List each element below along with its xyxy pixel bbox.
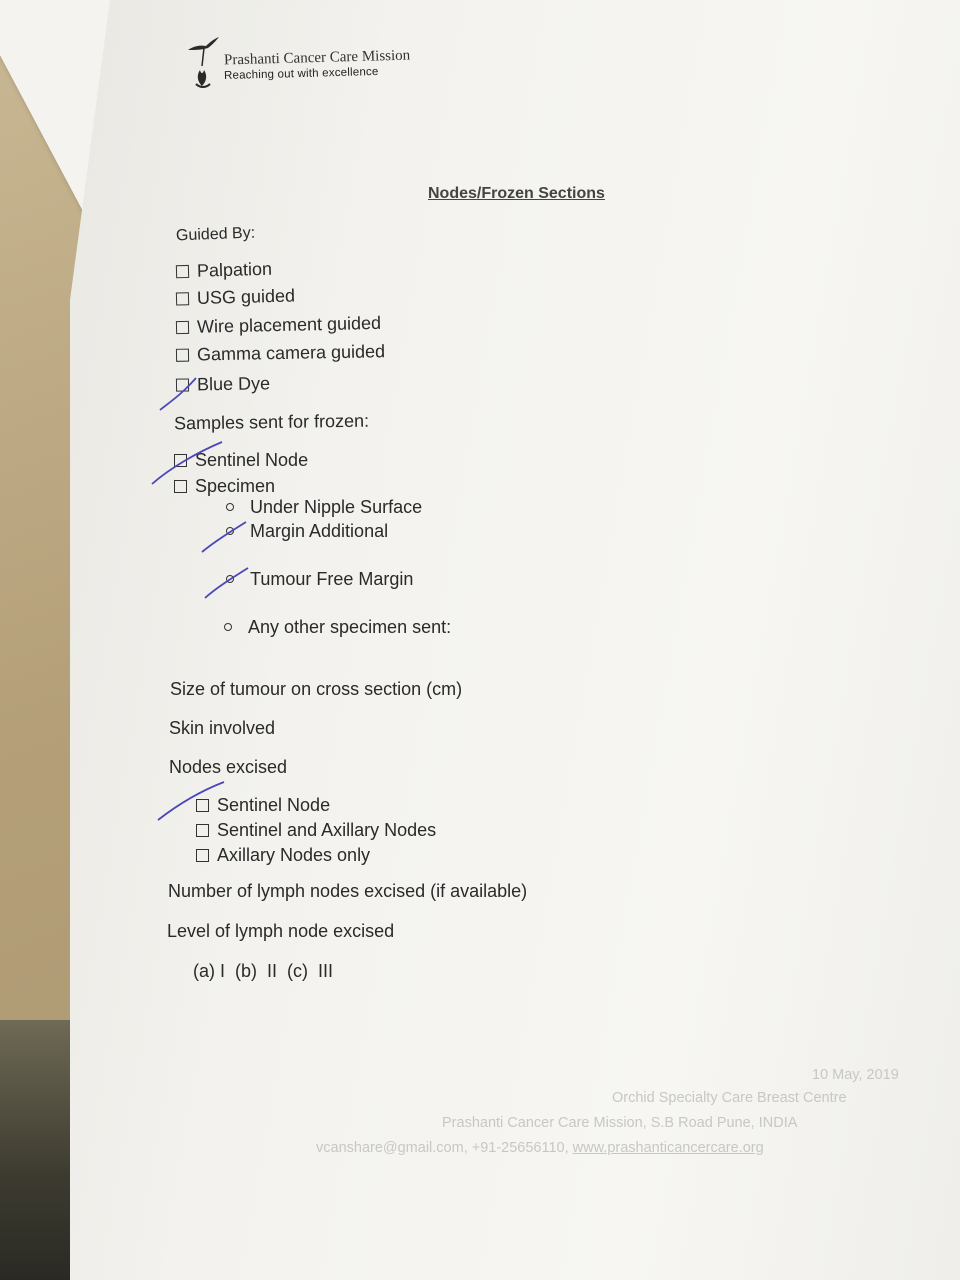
- checkbox-nodes-sentinel[interactable]: [196, 799, 209, 812]
- bird-flame-logo-icon: [186, 36, 222, 92]
- checkbox-nodes-axillary[interactable]: [196, 849, 209, 862]
- org-name: Prashanti Cancer Care Mission: [223, 47, 411, 69]
- bullet-icon: [224, 623, 232, 631]
- footer-website-link[interactable]: www.prashanticancercare.org: [572, 1140, 764, 1156]
- nodes-option-sentinel-axillary[interactable]: Sentinel and Axillary Nodes: [196, 820, 436, 841]
- samples-label: Samples sent for frozen:: [173, 410, 370, 434]
- bullet-icon: [226, 527, 234, 535]
- checkbox-nodes-sentinel-axillary[interactable]: [196, 824, 209, 837]
- footer-centre: Orchid Specialty Care Breast Centre: [612, 1090, 847, 1106]
- form-title: Nodes/Frozen Sections: [428, 185, 605, 202]
- lymph-node-level-options[interactable]: (a) I (b) II (c) III: [193, 961, 334, 981]
- specimen-sub-other[interactable]: Any other specimen sent:: [224, 617, 451, 638]
- sample-option-specimen[interactable]: Specimen: [174, 476, 275, 497]
- specimen-sub-margin-additional[interactable]: Margin Additional: [226, 521, 388, 542]
- guided-option-wire[interactable]: Wire placement guided: [176, 313, 382, 338]
- guided-option-usg[interactable]: USG guided: [176, 285, 296, 309]
- nodes-option-sentinel[interactable]: Sentinel Node: [196, 795, 330, 816]
- skin-involved-label: Skin involved: [169, 718, 276, 738]
- specimen-sub-under-nipple[interactable]: Under Nipple Surface: [226, 497, 422, 518]
- org-tagline: Reaching out with excellence: [223, 65, 379, 83]
- guided-option-gamma[interactable]: Gamma camera guided: [176, 341, 385, 366]
- footer-date: 10 May, 2019: [812, 1067, 899, 1083]
- checkbox-usg[interactable]: [176, 292, 189, 305]
- checkbox-blue-dye[interactable]: [176, 378, 189, 391]
- footer-contact: vcanshare@gmail.com, +91-25656110, www.prashanticancercare.org: [316, 1140, 764, 1156]
- bullet-icon: [226, 575, 234, 583]
- checkbox-sample-specimen[interactable]: [174, 480, 187, 493]
- checkbox-palpation[interactable]: [176, 265, 189, 278]
- checkbox-wire[interactable]: [176, 321, 189, 334]
- tumour-size-label: Size of tumour on cross section (cm): [170, 679, 463, 699]
- guided-option-palpation[interactable]: Palpation: [176, 259, 273, 283]
- sample-option-sentinel[interactable]: Sentinel Node: [174, 450, 308, 471]
- footer-address: Prashanti Cancer Care Mission, S.B Road Pune, INDIA: [442, 1115, 798, 1131]
- specimen-sub-tumour-free[interactable]: Tumour Free Margin: [226, 569, 413, 590]
- guided-option-blue-dye[interactable]: Blue Dye: [176, 373, 270, 395]
- nodes-option-axillary-only[interactable]: Axillary Nodes only: [196, 845, 370, 866]
- checkbox-sample-sentinel[interactable]: [174, 454, 187, 467]
- guided-by-label: Guided By:: [175, 224, 256, 245]
- nodes-excised-label: Nodes excised: [169, 757, 288, 777]
- checkbox-gamma[interactable]: [176, 348, 189, 361]
- bullet-icon: [226, 503, 234, 511]
- lymph-node-level-label: Level of lymph node excised: [167, 921, 395, 941]
- lymph-node-count-label: Number of lymph nodes excised (if available): [168, 881, 528, 901]
